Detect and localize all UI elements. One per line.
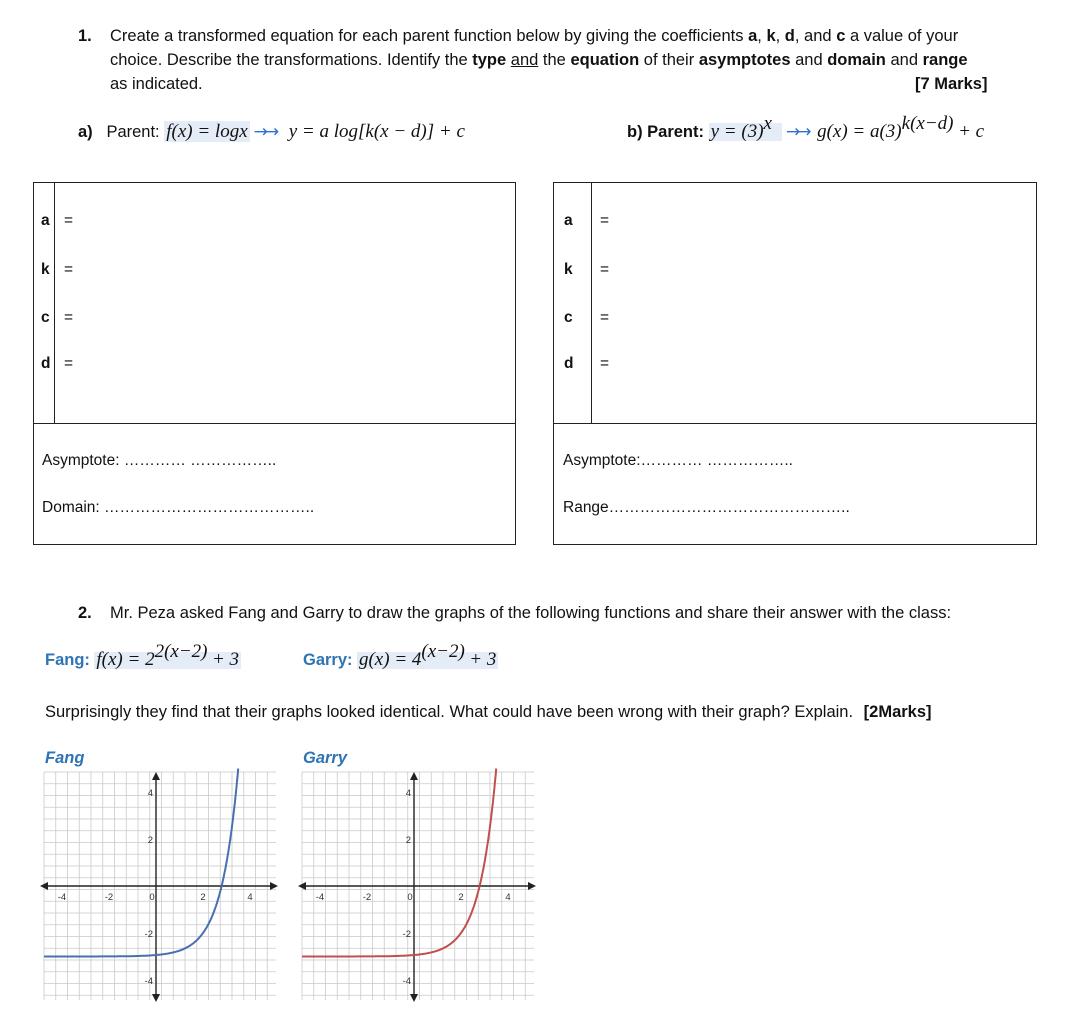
x-tick-label: 2: [200, 892, 206, 903]
q1-line1: Create a transformed equation for each parent function below by giving the coefficients a, k, d, and c a value of your: [110, 27, 959, 45]
table-b-coef-c: c: [564, 309, 573, 326]
x-tick-label: 4: [247, 892, 253, 903]
part-b-parent: [709, 113, 782, 142]
garry-eq: g(x) = 4: [358, 649, 422, 670]
garry-label: Garry:: [303, 651, 353, 669]
fang-graph: [40, 768, 280, 1004]
arrow-icon: →→: [253, 122, 277, 142]
part-b-label: b) Parent:: [627, 123, 705, 141]
table-b-coef-a: a: [564, 212, 573, 229]
y-tick-label: 2: [405, 835, 411, 846]
y-tick-label: 4: [147, 788, 153, 799]
y-axis-arrow-icon: [152, 772, 160, 780]
q1-line2: choice. Describe the transformations. Identify the type and the equation of their asymptotes and domain and range: [110, 51, 968, 69]
x-tick-label: -2: [104, 892, 114, 903]
part-b-parent-exp: x: [763, 113, 772, 134]
x-axis-arrow-icon: [528, 882, 536, 890]
q2-question-text: Surprisingly they find that their graphs looked identical. What could have been wrong with their graph? Explain.: [45, 703, 854, 721]
x-tick-label: 0: [407, 892, 413, 903]
q1-marks: [7 Marks]: [915, 75, 988, 93]
table-b-coef-k: k: [564, 261, 573, 278]
part-a-label: a): [78, 123, 93, 141]
table-b-eq-k: =: [600, 261, 610, 278]
table-a-border-right: [515, 182, 516, 545]
q1-number: 1.: [78, 27, 92, 45]
part-a: [78, 120, 465, 144]
table-a-border-mid: [33, 423, 516, 424]
table-b-coef-d: d: [564, 355, 574, 372]
table-b-range: Range………………………………………..: [563, 499, 850, 516]
part-b-transformed-tail: + c: [958, 121, 985, 142]
y-tick-label: -4: [144, 976, 153, 987]
part-b-transformed-eq: g(x) = a(3): [817, 121, 902, 142]
arrow-icon: →→: [785, 122, 809, 142]
table-b-eq-d: =: [600, 355, 610, 372]
garry-tail: + 3: [469, 649, 497, 670]
y-axis-arrow-down-icon: [410, 994, 418, 1002]
table-a-eq-d: =: [64, 355, 74, 372]
part-b: [627, 113, 985, 144]
x-tick-label: 4: [505, 892, 511, 903]
q1-text: [110, 24, 1050, 96]
part-b-parent-eq: y = (3): [710, 121, 764, 142]
fang-equation: [45, 641, 241, 671]
part-a-parent-label: Parent:: [106, 123, 160, 141]
q1-line3: as indicated.: [110, 75, 203, 93]
part-a-parent-eq: f(x) = logx: [166, 121, 248, 142]
table-b-border-top: [553, 182, 1037, 183]
table-a-coef-d: d: [41, 355, 51, 372]
y-tick-label: -4: [402, 976, 411, 987]
x-tick-label: -4: [57, 892, 67, 903]
table-a-eq-a: =: [64, 212, 74, 229]
table-a-coef-k: k: [41, 261, 50, 278]
y-tick-label: -2: [144, 929, 153, 940]
fang-eq: f(x) = 2: [96, 649, 155, 670]
garry-equation: [303, 641, 498, 671]
table-b-eq-c: =: [600, 309, 610, 326]
x-axis-arrow-icon: [270, 882, 278, 890]
table-a-coef-divider: [54, 182, 55, 424]
y-tick-label: -2: [402, 929, 411, 940]
q2-marks: [2Marks]: [863, 703, 932, 721]
y-axis-arrow-icon: [410, 772, 418, 780]
table-a-coef-a: a: [41, 212, 50, 229]
table-b-border-right: [1036, 182, 1037, 545]
table-b-asymptote: Asymptote:………… ……………..: [563, 452, 793, 469]
fang-graph-title: Fang: [45, 749, 85, 767]
garry-exp: (x−2): [421, 641, 465, 662]
x-tick-label: -4: [315, 892, 325, 903]
table-b-border-left: [553, 182, 554, 545]
x-tick-label: 2: [458, 892, 464, 903]
y-axis-arrow-down-icon: [152, 994, 160, 1002]
table-a-coef-c: c: [41, 309, 50, 326]
table-b-eq-a: =: [600, 212, 610, 229]
function-curve: [302, 769, 496, 957]
table-a-border-top: [33, 182, 516, 183]
table-a-border-left: [33, 182, 34, 545]
x-tick-label: 0: [149, 892, 155, 903]
garry-graph: [298, 768, 538, 1004]
table-a-asymptote: Asymptote: ………… ……………..: [42, 452, 277, 469]
q2-question: [45, 700, 932, 724]
q2-intro: Mr. Peza asked Fang and Garry to draw the graphs of the following functions and share their answer with the class:: [110, 604, 952, 622]
x-tick-label: -2: [362, 892, 372, 903]
table-a-eq-k: =: [64, 261, 74, 278]
table-b-coef-divider: [591, 182, 592, 424]
garry-graph-title: Garry: [303, 749, 348, 767]
q2-number: 2.: [78, 604, 92, 622]
table-a-domain: Domain: …………………………………..: [42, 499, 315, 516]
fang-tail: + 3: [211, 649, 240, 670]
fang-label: Fang:: [45, 651, 90, 669]
fang-exp: 2(x−2): [154, 641, 208, 662]
part-a-transformed-eq: y = a log[k(x − d)] + c: [288, 121, 465, 142]
y-tick-label: 2: [147, 835, 153, 846]
table-a-eq-c: =: [64, 309, 74, 326]
part-b-transformed-exp: k(x−d): [901, 113, 954, 134]
table-b-border-bottom: [553, 544, 1037, 545]
table-b-border-mid: [553, 423, 1037, 424]
function-curve: [44, 769, 238, 957]
y-tick-label: 4: [405, 788, 411, 799]
table-a-border-bottom: [33, 544, 516, 545]
